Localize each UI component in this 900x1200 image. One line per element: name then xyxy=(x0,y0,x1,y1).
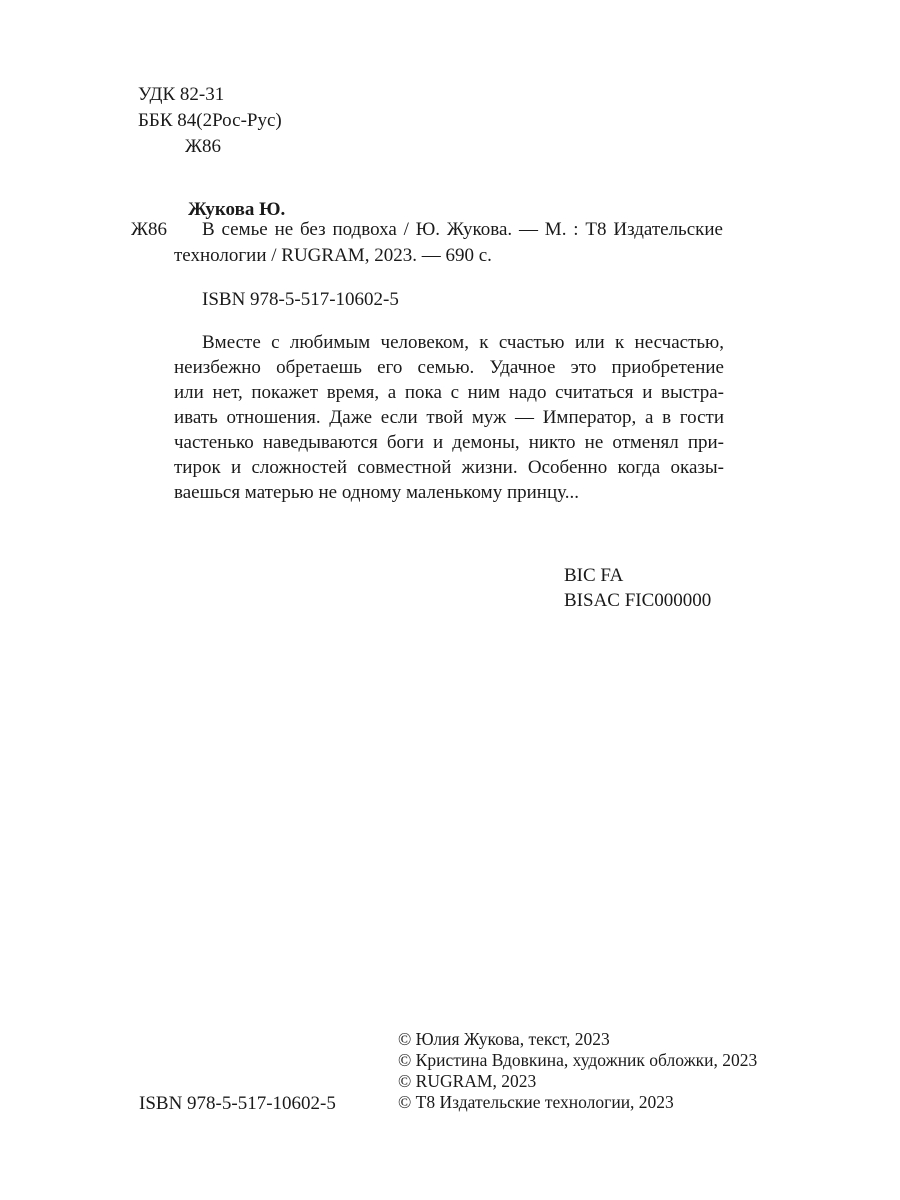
copyright-list xyxy=(398,1029,757,1113)
subject-codes xyxy=(564,563,711,613)
footer-isbn: ISBN 978-5-517-10602-5 xyxy=(139,1093,336,1114)
annotation-line: или нет, покажет время, а пока с ним надо считаться и выстра- xyxy=(174,382,724,403)
classification-block xyxy=(138,82,282,160)
title-line-2: технологии / RUGRAM, 2023. — 690 с. xyxy=(174,245,492,266)
author-mark: Ж86 xyxy=(185,136,222,157)
copyright-line: © Юлия Жукова, текст, 2023 xyxy=(398,1029,610,1049)
annotation-line: Вместе с любимым человеком, к счастью или к несчастью, xyxy=(202,332,724,353)
bibliographic-description xyxy=(174,217,723,269)
annotation-line: ивать отношения. Даже если твой муж — Император, а в гости xyxy=(174,407,724,428)
annotation-paragraph xyxy=(174,330,724,505)
udk-code: УДК 82-31 xyxy=(138,84,225,105)
copyright-line: © Т8 Издательские технологии, 2023 xyxy=(398,1092,674,1112)
annotation-line: ваешься матерью не одному маленькому принцу... xyxy=(174,482,579,503)
copyright-line: © Кристина Вдовкина, художник обложки, 2023 xyxy=(398,1050,758,1070)
bisac-code: BISAC FIC000000 xyxy=(564,590,712,611)
title-line-1: В семье не без подвоха / Ю. Жукова. — М. : Т8 Издательские xyxy=(202,219,723,240)
margin-author-mark: Ж86 xyxy=(131,219,168,240)
annotation-line: частенько наведываются боги и демоны, никто не отменял при- xyxy=(174,432,724,453)
copyright-line: © RUGRAM, 2023 xyxy=(398,1071,537,1091)
bic-code: BIC FA xyxy=(564,565,624,586)
record-isbn: ISBN 978-5-517-10602-5 xyxy=(202,289,399,310)
annotation-line: неизбежно обретаешь его семью. Удачное это приобретение xyxy=(174,357,724,378)
record-author: Жукова Ю. xyxy=(188,199,286,220)
annotation-line: тирок и сложностей совместной жизни. Особенно когда оказы- xyxy=(174,457,724,478)
bbk-code: ББК 84(2Рос-Рус) xyxy=(138,110,282,131)
